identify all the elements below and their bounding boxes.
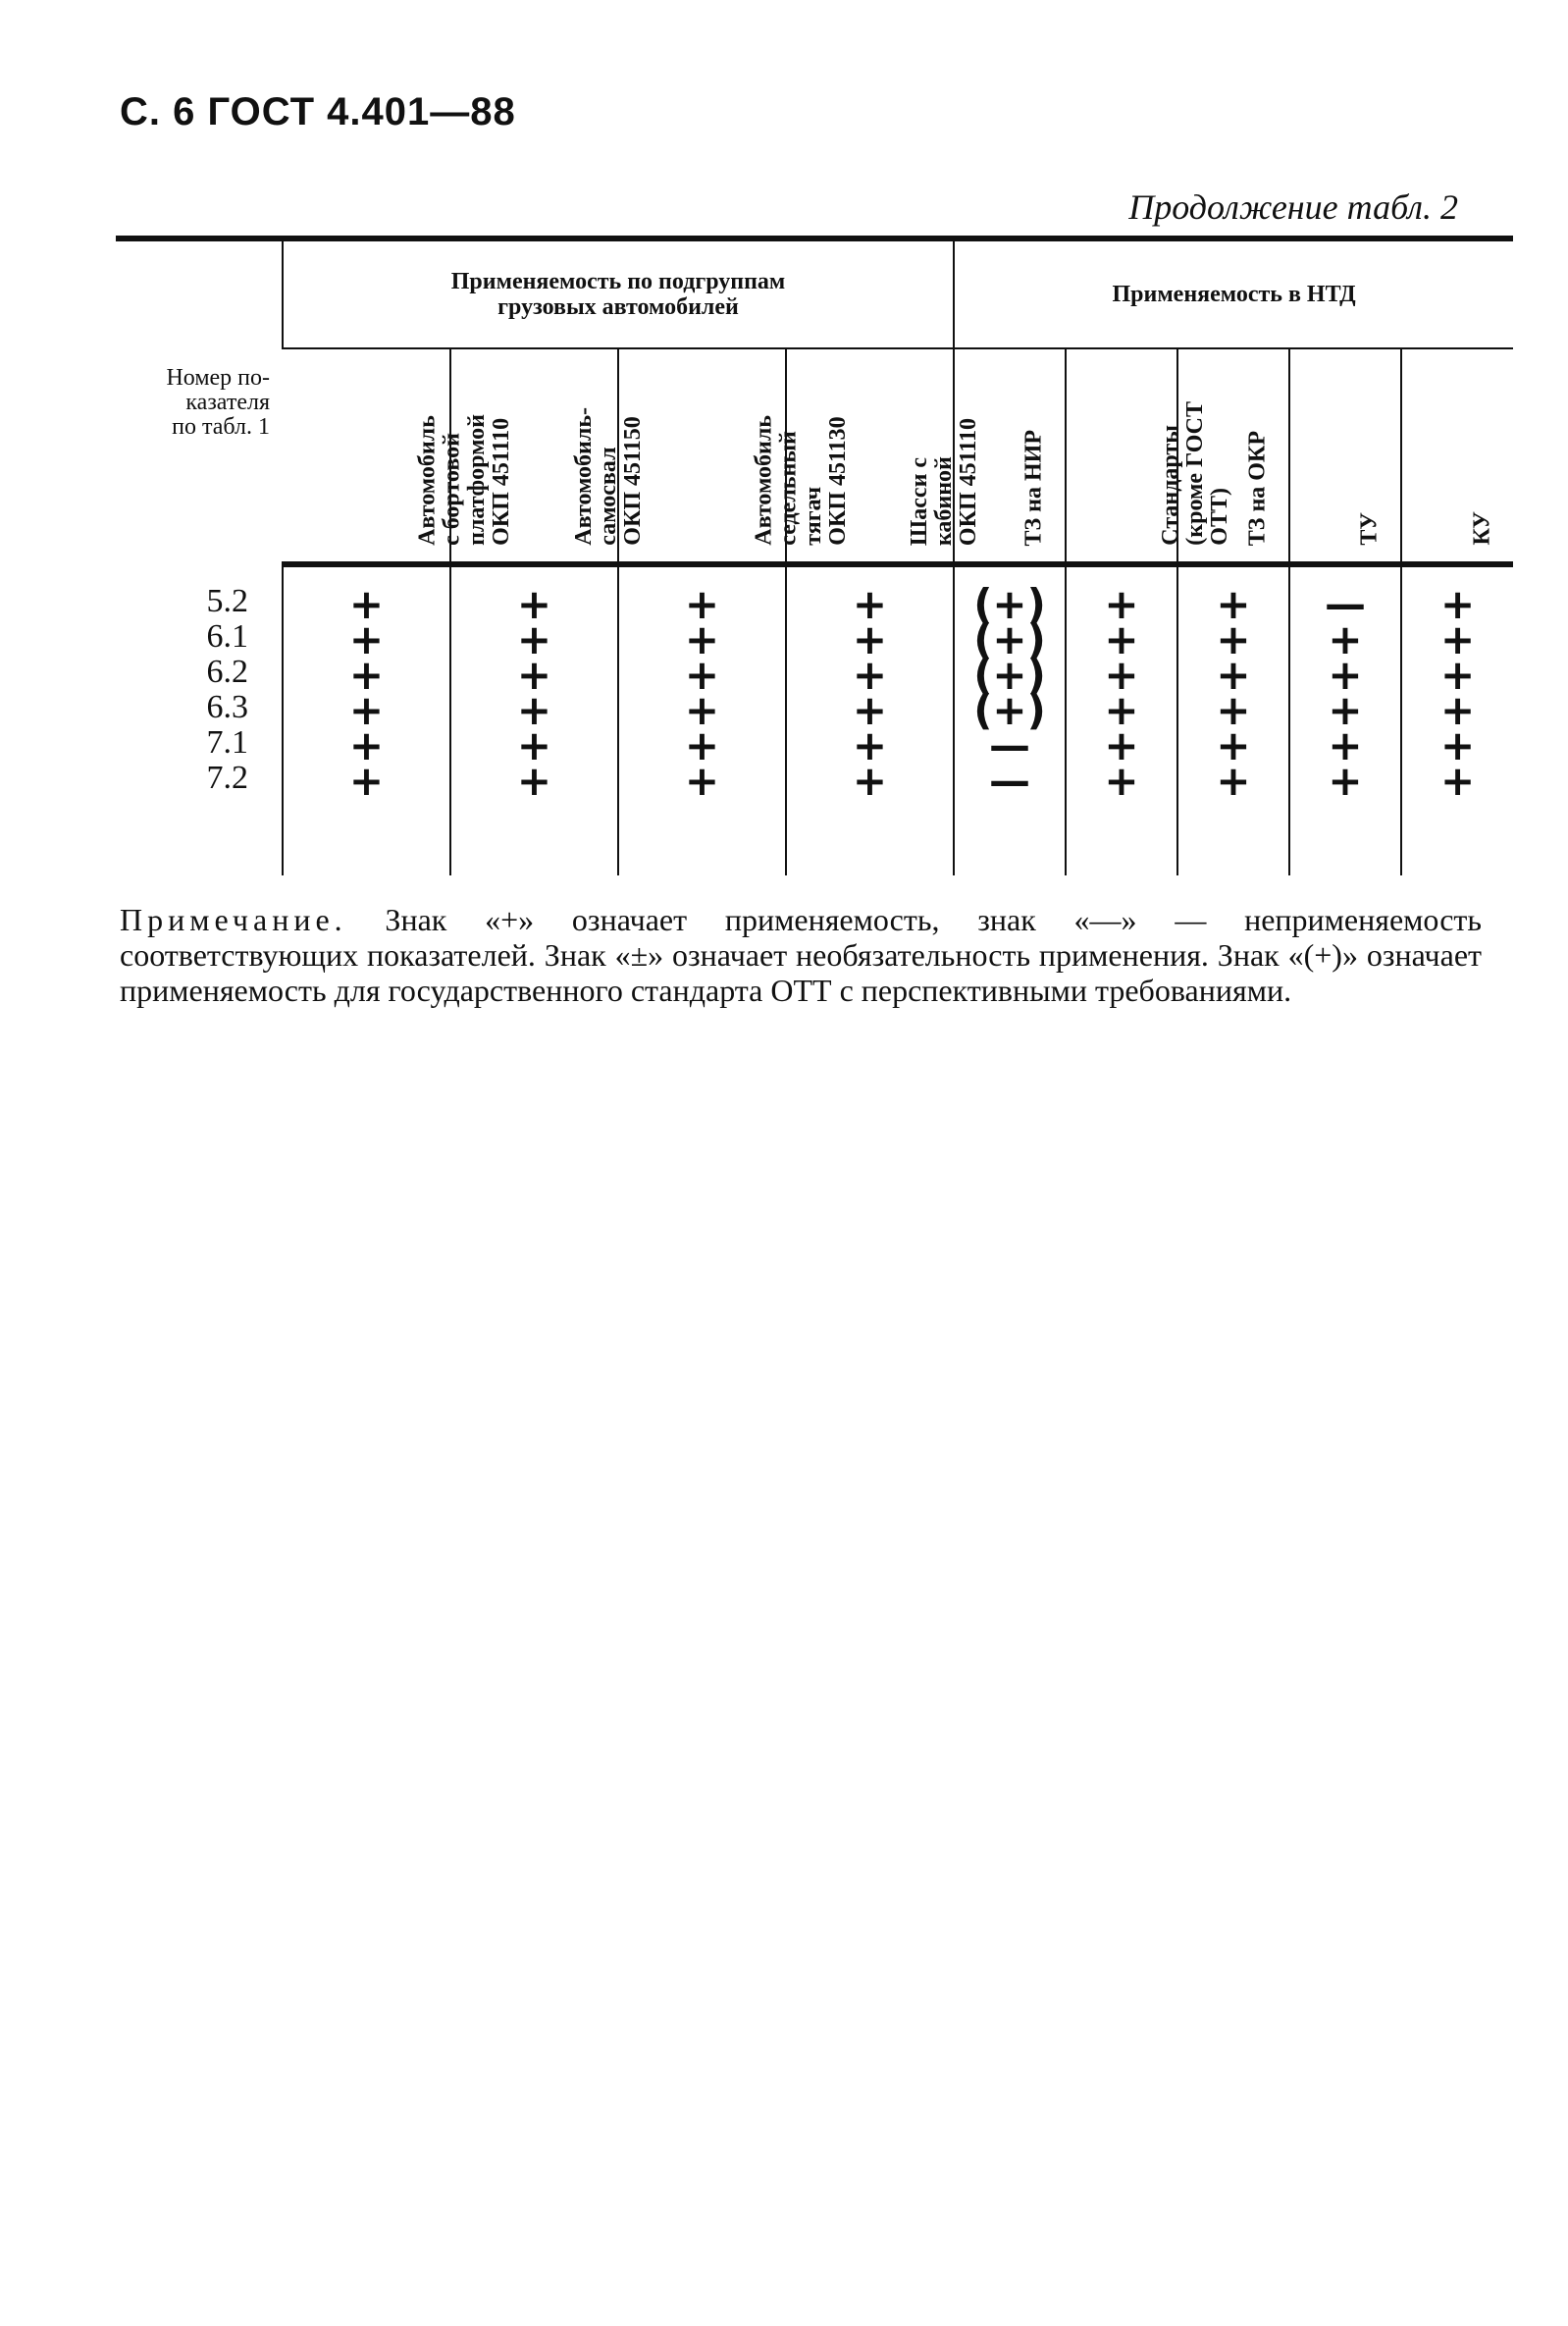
applicability-mark: + — [1104, 757, 1139, 805]
mark-list — [451, 567, 617, 805]
applicability-mark: + — [516, 721, 552, 769]
applicability-mark: + — [348, 686, 385, 734]
applicability-mark: — — [1325, 580, 1367, 628]
mark-column — [1289, 564, 1401, 875]
column-header — [1177, 348, 1289, 564]
table-continuation-caption: Продолжение табл. 2 — [1128, 187, 1458, 227]
applicability-mark: + — [852, 580, 888, 628]
mark-column — [1066, 564, 1177, 875]
column-header-text: Автомобиль седельный тягач ОКП 451130 — [750, 415, 851, 546]
applicability-mark: + — [852, 686, 888, 734]
mark-list — [955, 567, 1065, 805]
column-header — [1401, 348, 1513, 564]
mark-column — [786, 564, 954, 875]
table-body-row — [116, 564, 1513, 875]
applicability-mark: + — [1439, 721, 1476, 769]
applicability-mark: + — [684, 757, 720, 805]
applicability-mark: + — [852, 651, 888, 699]
row-number: 6.1 — [206, 618, 248, 655]
column-header — [954, 348, 1066, 564]
group-header-subgroups-text: Применяемость по подгруппам грузовых автомобилей — [450, 268, 786, 320]
note-label: Примечание. — [120, 902, 347, 937]
column-header-text: ТУ — [1356, 512, 1383, 546]
row-number-list — [116, 564, 282, 796]
applicability-mark: + — [348, 615, 385, 663]
applicability-mark: + — [1328, 757, 1363, 805]
column-header-text: КУ — [1469, 511, 1495, 546]
applicability-mark: + — [1216, 757, 1251, 805]
group-header-ntd — [954, 238, 1513, 348]
applicability-mark: (+) — [973, 651, 1046, 699]
applicability-mark: + — [1104, 651, 1139, 699]
applicability-mark: + — [348, 721, 385, 769]
applicability-mark: + — [684, 580, 720, 628]
applicability-mark: (+) — [973, 615, 1046, 663]
mark-column — [450, 564, 618, 875]
column-header-text: ТЗ на ОКР — [1244, 430, 1271, 546]
row-number: 7.1 — [206, 724, 248, 761]
applicability-mark: + — [1328, 721, 1363, 769]
mark-column — [618, 564, 786, 875]
group-header-subgroups — [283, 238, 954, 348]
column-header — [283, 348, 514, 564]
applicability-mark: + — [1104, 615, 1139, 663]
column-header — [786, 348, 981, 564]
applicability-mark: — — [989, 721, 1031, 769]
applicability-mark: + — [516, 686, 552, 734]
row-number: 5.2 — [206, 583, 248, 619]
applicability-mark: + — [684, 615, 720, 663]
column-header-text: Стандарты (кроме ГОСТ ОТТ) — [1157, 401, 1233, 546]
applicability-mark: + — [1439, 757, 1476, 805]
applicability-mark: + — [1216, 615, 1251, 663]
applicability-mark: + — [348, 757, 385, 805]
row-number: 6.2 — [206, 654, 248, 690]
mark-column — [1401, 564, 1513, 875]
applicability-mark: + — [1216, 651, 1251, 699]
group-header-ntd-text: Применяемость в НТД — [1112, 281, 1356, 307]
applicability-mark: — — [989, 757, 1031, 805]
column-header — [618, 348, 851, 564]
applicability-mark: + — [516, 651, 552, 699]
column-header-text: Автомобиль с бортовой платформой ОКП 451110 — [414, 414, 514, 546]
applicability-mark: + — [1216, 580, 1251, 628]
applicability-mark: + — [852, 757, 888, 805]
column-header-text: Автомобиль- самосвал ОКП 451150 — [570, 407, 646, 546]
note-text: Знак «+» означает применяемость, знак «—» — неприменяемость соответствующих показателей. Знак «±» означает необязательность применения. Знак «(+)» означает применяемость для государственного стандарта ОТТ с перспективными требованиями. — [120, 902, 1483, 1008]
applicability-mark: + — [1104, 686, 1139, 734]
applicability-mark: + — [1439, 686, 1476, 734]
applicability-mark: + — [1104, 580, 1139, 628]
column-header — [450, 348, 646, 564]
row-label-header — [116, 238, 283, 564]
applicability-mark: + — [684, 651, 720, 699]
applicability-mark: + — [1328, 651, 1363, 699]
applicability-mark: (+) — [973, 686, 1046, 734]
mark-column — [283, 564, 450, 875]
column-header — [1066, 348, 1233, 564]
applicability-mark: + — [684, 721, 720, 769]
applicability-mark: + — [1104, 721, 1139, 769]
table-note — [120, 903, 1482, 1008]
applicability-mark: + — [1328, 686, 1363, 734]
applicability-mark: + — [684, 686, 720, 734]
mark-list — [1067, 567, 1176, 805]
column-header-text: Шасси с кабиной ОКП 451110 — [906, 417, 981, 546]
row-number: 7.2 — [206, 760, 248, 796]
applicability-mark: + — [348, 651, 385, 699]
applicability-mark: + — [852, 721, 888, 769]
mark-list — [1402, 567, 1513, 805]
mark-list — [1178, 567, 1288, 805]
row-number-column — [116, 564, 283, 875]
row-number: 6.3 — [206, 689, 248, 725]
applicability-mark: + — [1216, 721, 1251, 769]
applicability-mark: + — [1439, 580, 1476, 628]
applicability-mark: + — [1439, 615, 1476, 663]
applicability-mark: + — [516, 757, 552, 805]
column-header-text: ТЗ на НИР — [1020, 429, 1047, 546]
mark-column — [1177, 564, 1289, 875]
mark-list — [1290, 567, 1400, 805]
mark-column — [954, 564, 1066, 875]
column-header — [1289, 348, 1401, 564]
applicability-mark: + — [516, 615, 552, 663]
applicability-table — [116, 236, 1495, 875]
applicability-mark: + — [852, 615, 888, 663]
applicability-mark: + — [1439, 651, 1476, 699]
applicability-mark: + — [1216, 686, 1251, 734]
applicability-mark: (+) — [973, 580, 1046, 628]
mark-list — [284, 567, 449, 805]
mark-list — [787, 567, 953, 805]
page-header: С. 6 ГОСТ 4.401—88 — [120, 90, 516, 133]
applicability-mark: + — [348, 580, 385, 628]
mark-list — [619, 567, 785, 805]
row-label-header-text: Номер по- казателя по табл. 1 — [166, 364, 270, 441]
applicability-mark: + — [1328, 615, 1363, 663]
applicability-mark: + — [516, 580, 552, 628]
